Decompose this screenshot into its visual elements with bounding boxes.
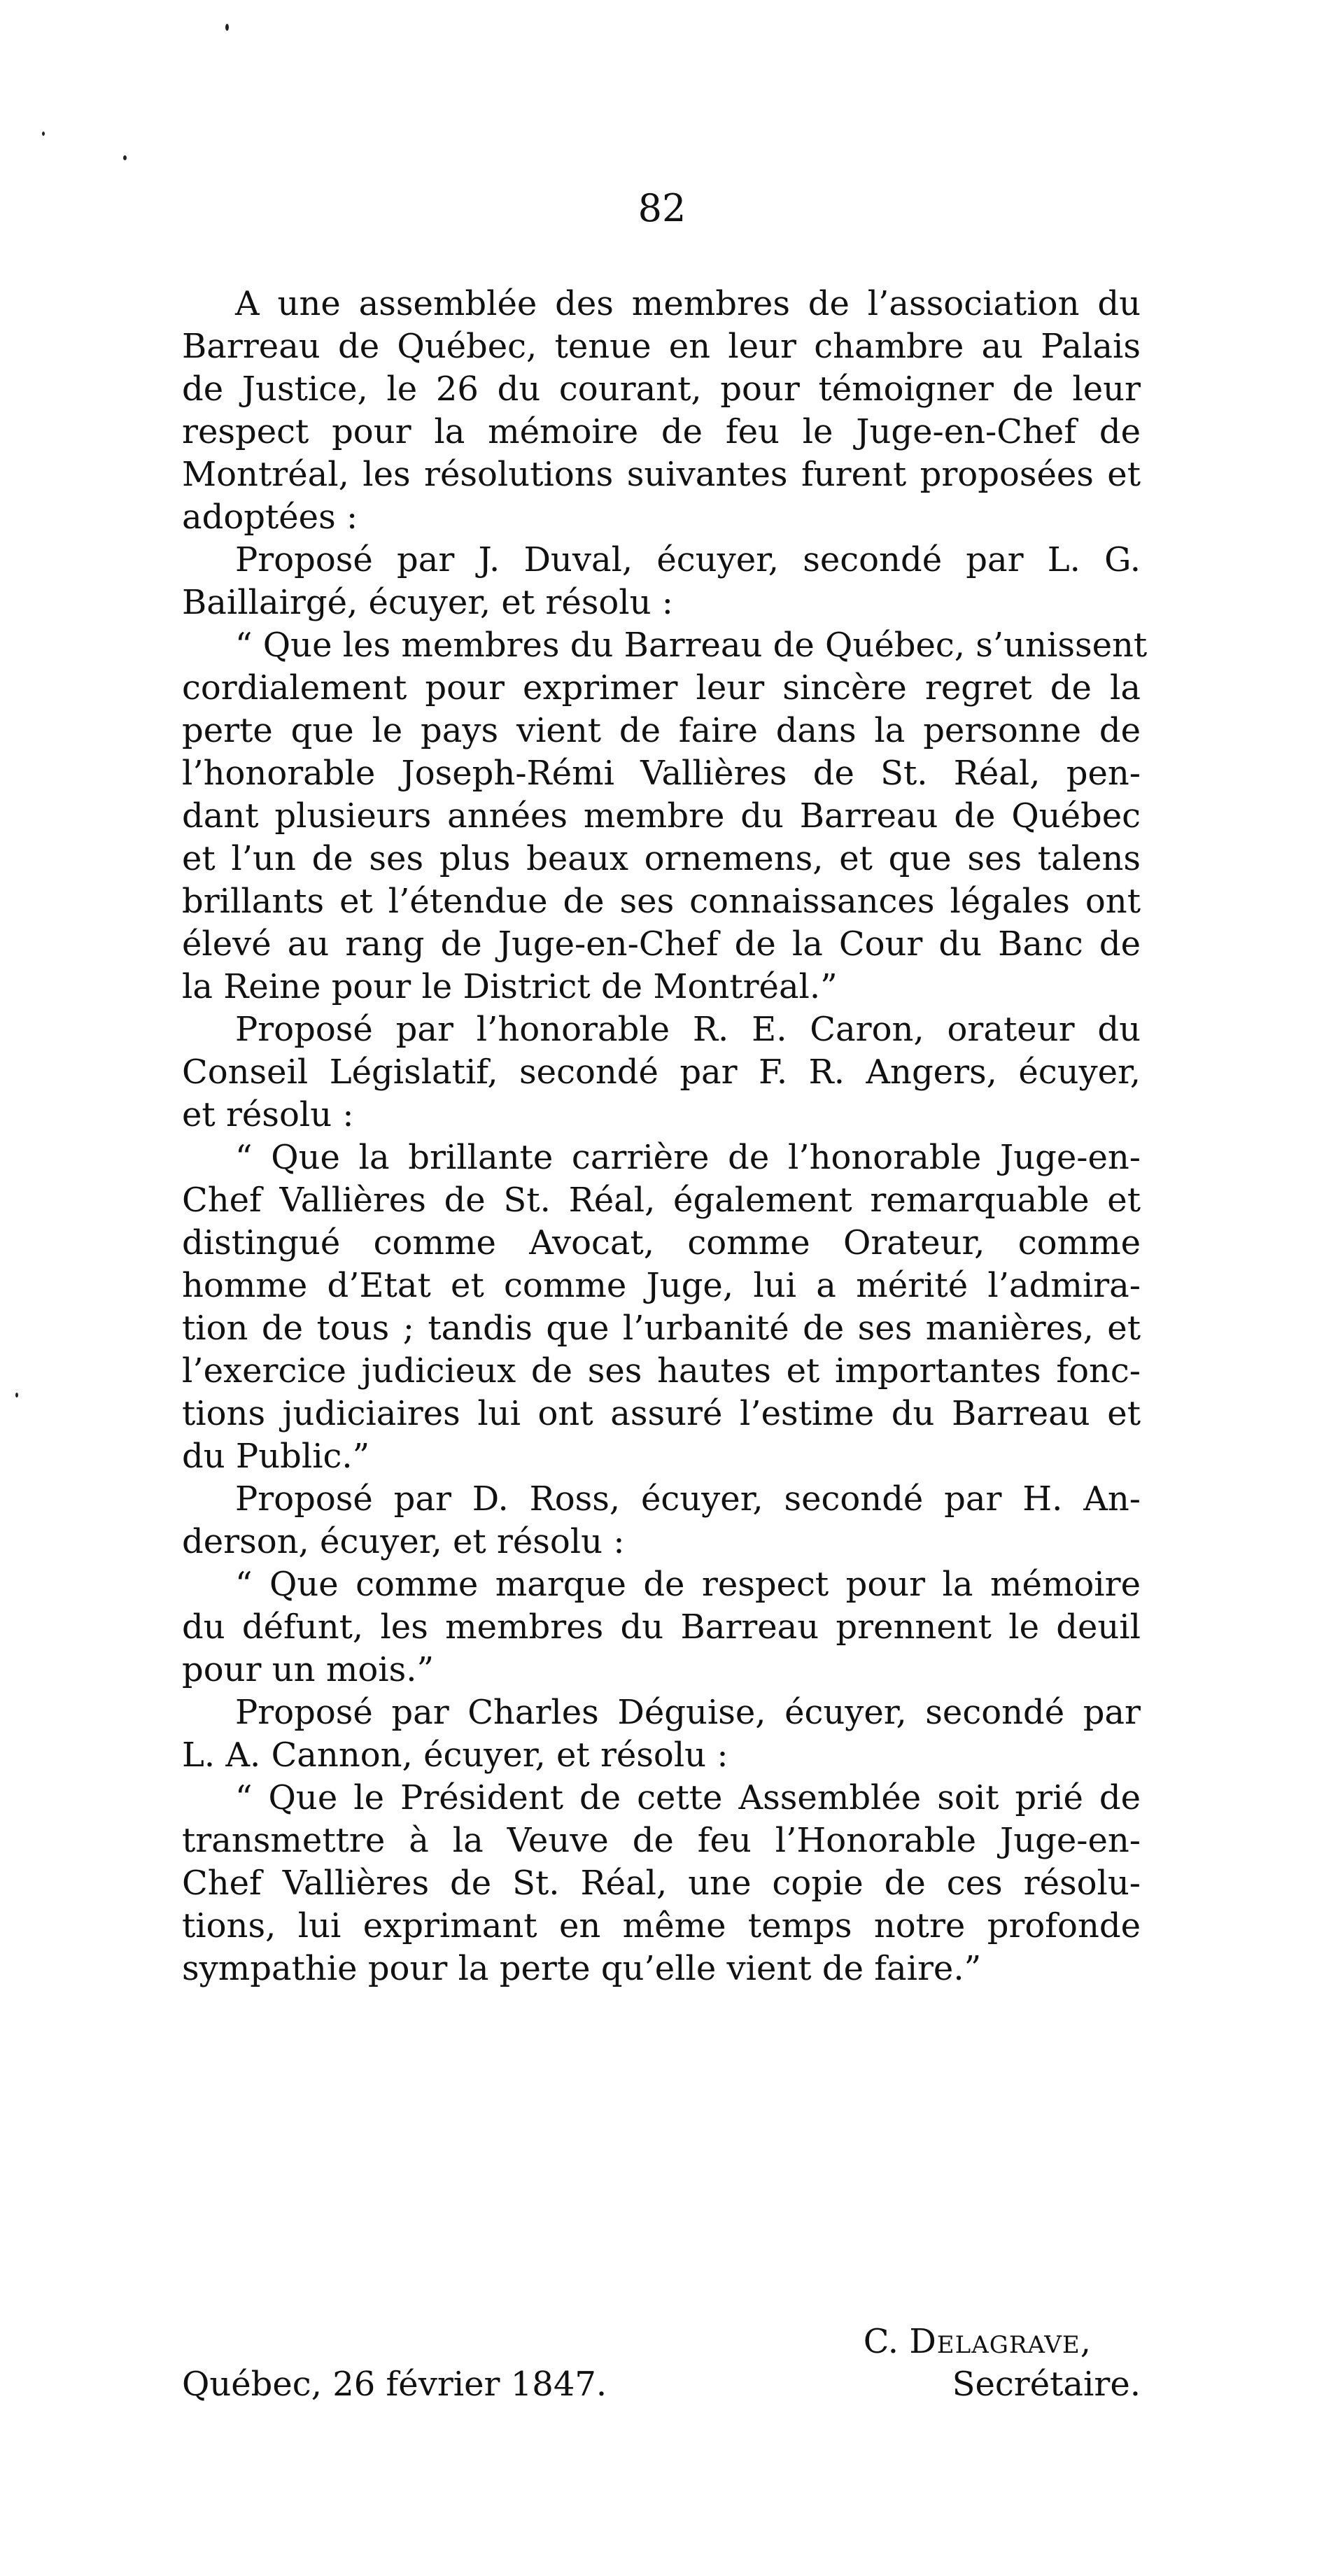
text-line: “ Que comme marque de respect pour la mémoire [235, 1565, 1141, 1604]
text-line: la Reine pour le District de Montréal.” [182, 967, 838, 1006]
text-line: du Public.” [182, 1437, 370, 1476]
text-line: tion de tous ; tandis que l’urbanité de ses manières, et [182, 1309, 1141, 1348]
text-line: sympathie pour la perte qu’elle vient de faire.” [182, 1949, 982, 1988]
page-number: 82 [638, 186, 686, 230]
text-line: brillants et l’étendue de ses connaissances légales ont [182, 882, 1141, 921]
text-line: dant plusieurs années membre du Barreau de Québec [182, 796, 1141, 836]
text-line: du défunt, les membres du Barreau prennent le deuil [182, 1607, 1141, 1647]
text-line: homme d’Etat et comme Juge, lui a mérité l’admira- [182, 1266, 1141, 1305]
text-line: A une assemblée des membres de l’association du [235, 284, 1141, 323]
text-line: “ Que le Président de cette Assemblée soit prié de [235, 1778, 1141, 1817]
text-line: Chef Vallières de St. Réal, également remarquable et [182, 1181, 1141, 1220]
text-line: Montréal, les résolutions suivantes furent proposées et [182, 455, 1141, 494]
scan-speck [42, 132, 45, 136]
body-text [182, 283, 1148, 1990]
text-line: L. A. Cannon, écuyer, et résolu : [182, 1736, 728, 1775]
scan-speck [225, 24, 229, 31]
scan-speck [123, 155, 127, 160]
text-line: Baillairgé, écuyer, et résolu : [182, 583, 673, 622]
signature-block [182, 2321, 1141, 2406]
text-line: Proposé par l’honorable R. E. Caron, orateur du [235, 1010, 1141, 1049]
text-line: l’honorable Joseph-Rémi Vallières de St. Réal, pen- [182, 754, 1141, 793]
text-line: respect pour la mémoire de feu le Juge-en-Chef de [182, 412, 1141, 451]
text-line: l’exercice judicieux de ses hautes et importantes fonc- [182, 1351, 1141, 1391]
text-line: Proposé par D. Ross, écuyer, secondé par H. An- [235, 1479, 1141, 1519]
text-line: élevé au rang de Juge-en-Chef de la Cour du Banc de [182, 924, 1141, 964]
secretary-surname: Delagrave, [909, 2322, 1092, 2361]
secretary-title: Secrétaire. [952, 2365, 1141, 2404]
text-line: “ Que la brillante carrière de l’honorable Juge-en- [235, 1138, 1141, 1177]
text-line: Chef Vallières de St. Réal, une copie de ces résolu- [182, 1864, 1141, 1903]
secretary-initial: C. [863, 2322, 910, 2361]
text-line: cordialement pour exprimer leur sincère regret de la [182, 668, 1141, 708]
place-date: Québec, 26 février 1847. [182, 2365, 607, 2404]
date-line [182, 2363, 1141, 2406]
text-line: pour un mois.” [182, 1650, 435, 1689]
text-line: transmettre à la Veuve de feu l’Honorable Juge-en- [182, 1821, 1141, 1860]
text-line: perte que le pays vient de faire dans la personne de [182, 711, 1141, 750]
text-line: et résolu : [182, 1095, 354, 1134]
secretary-name [182, 2321, 1141, 2363]
text-line: tions, lui exprimant en même temps notre profonde [182, 1906, 1141, 1945]
text-line: Proposé par J. Duval, écuyer, secondé par L. G. [235, 540, 1141, 579]
text-line: “ Que les membres du Barreau de Québec, s’unissent [235, 626, 1148, 665]
text-line: de Justice, le 26 du courant, pour témoigner de leur [182, 369, 1141, 409]
text-line: distingué comme Avocat, comme Orateur, comme [182, 1223, 1141, 1262]
text-line: et l’un de ses plus beaux ornemens, et que ses talens [182, 839, 1141, 878]
text-line: adoptées : [182, 498, 358, 537]
text-line: derson, écuyer, et résolu : [182, 1522, 625, 1561]
text-line: Barreau de Québec, tenue en leur chambre au Palais [182, 327, 1141, 366]
text-line: Proposé par Charles Déguise, écuyer, secondé par [235, 1693, 1141, 1732]
text-line: Conseil Législatif, secondé par F. R. Angers, écuyer, [182, 1053, 1141, 1092]
text-line: tions judiciaires lui ont assuré l’estime du Barreau et [182, 1394, 1141, 1433]
scan-speck [15, 1393, 18, 1398]
